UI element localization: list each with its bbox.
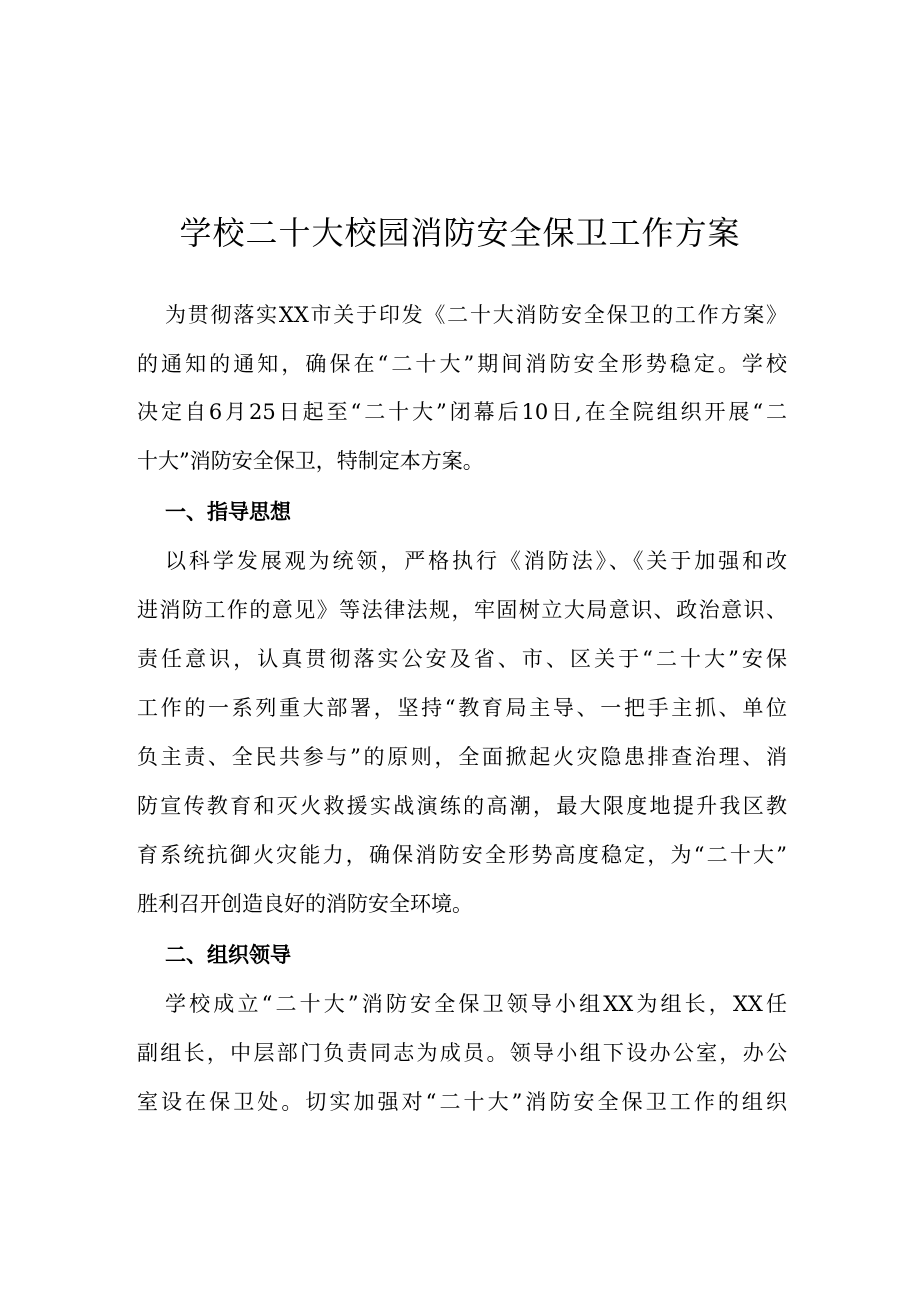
section1-line: 责任意识，认真贯彻落实公安及省、市、区关于“二十大”安保 (137, 647, 787, 671)
section1-line: 育系统抗御火灾能力，确保消防安全形势高度稳定，为“二十大” (137, 843, 787, 867)
intro-line: 为贯彻落实XX市关于印发《二十大消防安全保卫的工作方案》 (165, 303, 787, 327)
intro-line: 决定自6月25日起至“二十大”闭幕后10日,在全院组织开展“二 (137, 400, 787, 424)
section2-line: 副组长，中层部门负责同志为成员。领导小组下设办公室，办公 (137, 1041, 787, 1065)
section1-line: 防宣传教育和灭火救援实战演练的高潮，最大限度地提升我区教 (137, 794, 787, 818)
section-heading-guiding-ideology: 一、指导思想 (165, 500, 291, 524)
section1-line: 以科学发展观为统领，严格执行《消防法》、《关于加强和改 (165, 549, 787, 573)
section-heading-organization: 二、组织领导 (165, 943, 291, 967)
section1-line: 进消防工作的意见》等法律法规，牢固树立大局意识、政治意识、 (137, 598, 787, 622)
section1-line: 负主责、全民共参与”的原则，全面掀起火灾隐患排查治理、消 (137, 745, 787, 769)
intro-line: 的通知的通知，确保在“二十大”期间消防安全形势稳定。学校 (137, 352, 787, 376)
document-title: 学校二十大校园消防安全保卫工作方案 (179, 214, 741, 252)
section1-line: 胜利召开创造良好的消防安全环境。 (137, 892, 473, 916)
intro-line: 十大”消防安全保卫，特制定本方案。 (137, 449, 484, 473)
section2-line: 室设在保卫处。切实加强对“二十大”消防安全保卫工作的组织 (137, 1090, 787, 1114)
section1-line: 工作的一系列重大部署，坚持“教育局主导、一把手主抓、单位 (137, 696, 787, 720)
section2-line: 学校成立“二十大”消防安全保卫领导小组XX为组长，XX任 (165, 992, 787, 1016)
